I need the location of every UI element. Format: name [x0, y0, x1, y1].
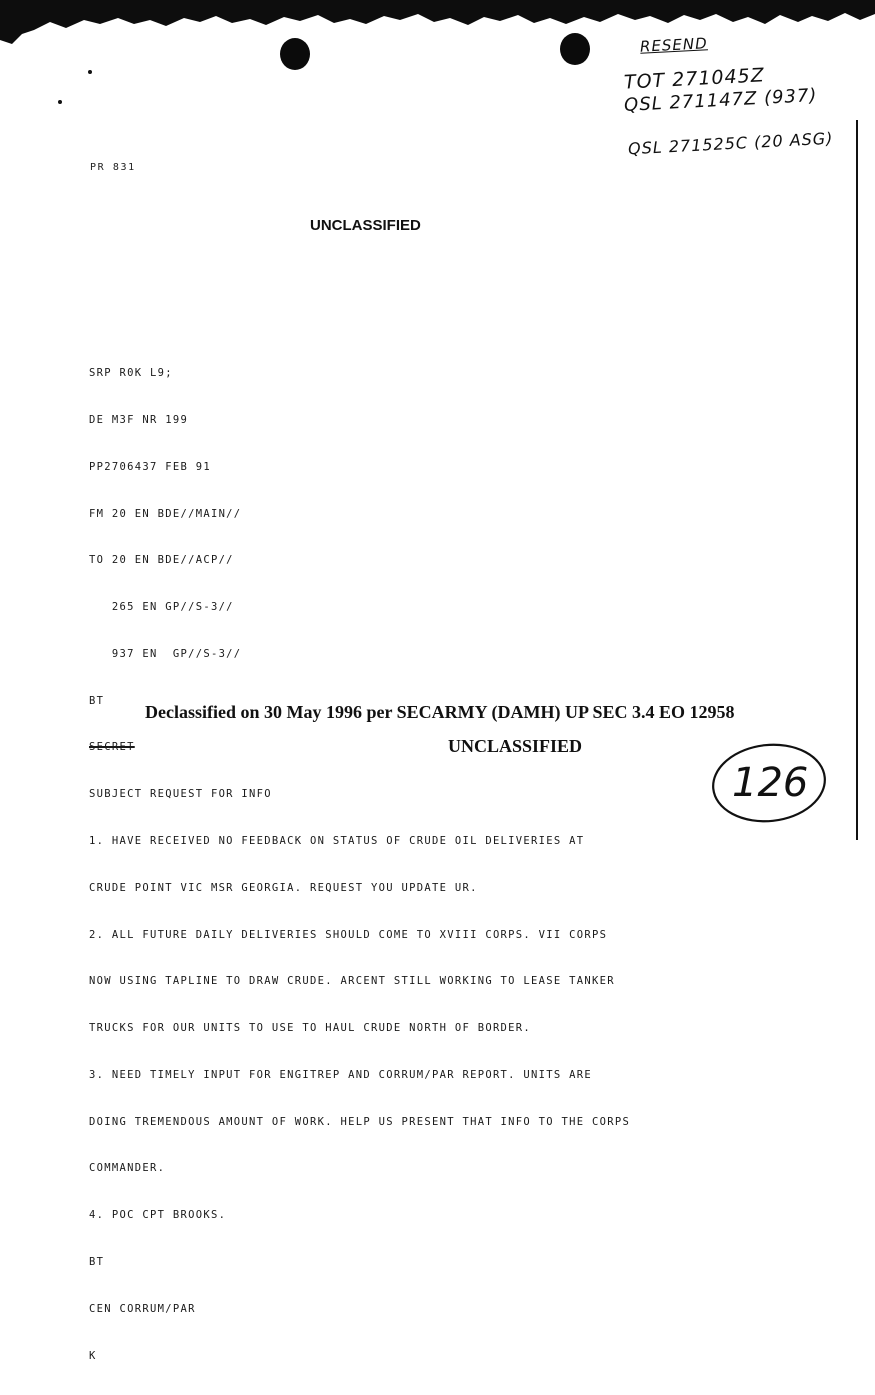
- torn-top-edge: [0, 0, 875, 60]
- message-line: 937 EN GP//S-3//: [89, 647, 242, 660]
- handwritten-tot: TOT 271045Z: [623, 64, 766, 94]
- message-line: DOING TREMENDOUS AMOUNT OF WORK. HELP US PRESENT THAT INFO TO THE CORPS: [89, 1115, 631, 1128]
- precedence-number: PR 831: [90, 162, 136, 173]
- struck-classification-line: SECRET: [89, 741, 135, 754]
- classification-bottom: UNCLASSIFIED: [448, 736, 583, 756]
- handwritten-qsl-2: QSL 271525C (20 ASG): [627, 128, 834, 159]
- handwritten-resend: RESEND: [639, 34, 709, 56]
- ink-speck: [88, 70, 92, 74]
- message-line: DE M3F NR 199: [89, 413, 189, 426]
- message-line: CRUDE POINT VIC MSR GEORGIA. REQUEST YOU UPDATE UR.: [89, 881, 478, 894]
- message-line: BT: [89, 694, 105, 707]
- message-line: FM 20 EN BDE//MAIN//: [89, 507, 242, 520]
- punch-hole-right: [560, 33, 590, 65]
- message-line: 4. POC CPT BROOKS.: [89, 1209, 227, 1222]
- message-line: 265 EN GP//S-3//: [89, 601, 234, 614]
- message-line: NOW USING TAPLINE TO DRAW CRUDE. ARCENT STILL WORKING TO LEASE TANKER: [89, 975, 615, 988]
- right-edge-line: [856, 120, 858, 840]
- message-line: COMMANDER.: [89, 1162, 166, 1175]
- classification-top: UNCLASSIFIED: [310, 217, 421, 234]
- message-line: TRUCKS FOR OUR UNITS TO USE TO HAUL CRUDE NORTH OF BORDER.: [89, 1022, 532, 1035]
- message-line: 2. ALL FUTURE DAILY DELIVERIES SHOULD COME TO XVIII CORPS. VII CORPS: [89, 928, 608, 941]
- declassification-notice: Declassified on 30 May 1996 per SECARMY (DAMH) UP SEC 3.4 EO 12958: [145, 702, 735, 722]
- punch-hole-left: [280, 38, 310, 70]
- ink-speck: [58, 100, 62, 104]
- message-line: SRP R0K L9;: [89, 367, 173, 380]
- message-line: BT: [89, 1256, 105, 1269]
- message-line: SUBJECT REQUEST FOR INFO: [89, 788, 272, 801]
- message-line: CEN CORRUM/PAR: [89, 1302, 196, 1315]
- message-line: 1. HAVE RECEIVED NO FEEDBACK ON STATUS OF CRUDE OIL DELIVERIES AT: [89, 835, 585, 847]
- message-line: TO 20 EN BDE//ACP//: [89, 554, 234, 567]
- message-line: K: [89, 1349, 97, 1362]
- message-line: 3. NEED TIMELY INPUT FOR ENGITREP AND CORRUM/PAR REPORT. UNITS ARE: [89, 1068, 593, 1081]
- message-line: PP2706437 FEB 91: [89, 460, 211, 473]
- page-number: 126: [732, 760, 809, 806]
- message-body: [89, 335, 630, 1395]
- handwritten-qsl-1: QSL 271147Z (937): [623, 84, 818, 117]
